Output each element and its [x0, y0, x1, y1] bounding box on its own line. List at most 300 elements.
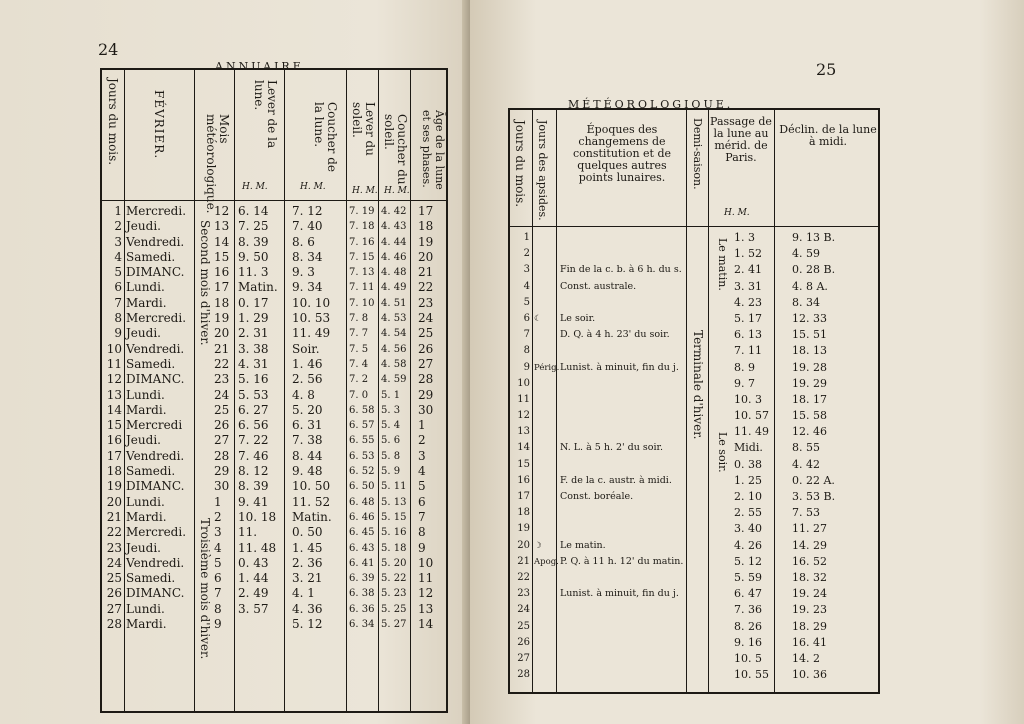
- header-coucher-lune: Coucher de la lune.: [312, 102, 339, 173]
- day-cell: 22: [517, 571, 530, 583]
- declin-cell: 14. 29: [792, 538, 827, 552]
- declin-cell: 12. 33: [792, 311, 827, 325]
- meteo-day-cell: 5: [214, 555, 222, 570]
- left-page-number: 24: [98, 40, 119, 59]
- day-cell: 19: [517, 523, 530, 535]
- day-cell: 25: [517, 620, 530, 632]
- epoque-cell: P. Q. à 11 h. 12' du matin.: [560, 555, 684, 567]
- weekday-cell: Samedi.: [126, 356, 176, 371]
- epoque-cell: Const. australe.: [560, 280, 637, 292]
- lever-lune-cell: 11.: [238, 525, 258, 540]
- declin-cell: 14. 2: [792, 651, 820, 665]
- weekday-cell: Mardi.: [126, 617, 167, 632]
- epoque-cell: [560, 635, 684, 651]
- apsides-cell: ☽: [534, 540, 542, 551]
- coucher-lune-cell: 9. 48: [292, 464, 323, 479]
- passage-cell: 10. 55: [734, 668, 769, 682]
- col-divider: [774, 110, 775, 692]
- weekday-cell: DIMANC.: [126, 372, 185, 387]
- coucher-lune-cell: 4. 8: [292, 387, 315, 402]
- col-divider: [124, 70, 125, 711]
- second-mois-note: Second mois d'hiver.: [198, 220, 212, 346]
- day-cell: 18: [517, 507, 530, 519]
- left-running-head: ANNUAIRE: [215, 60, 304, 73]
- le-matin-note: Le matin.: [716, 238, 729, 291]
- lever-lune-cell: 5. 53: [238, 387, 269, 402]
- declin-cell: 18. 13: [792, 344, 827, 358]
- lever-soleil-cell: 6. 52: [349, 466, 375, 478]
- lever-lune-cell: 9. 50: [238, 249, 269, 264]
- lever-soleil-cell: 6. 58: [349, 404, 375, 416]
- days-column-right: [512, 230, 530, 683]
- meteo-day-cell: 26: [214, 418, 230, 433]
- declin-cell: 4. 42: [792, 457, 820, 471]
- header-jours-right: Jours du mois.: [513, 120, 527, 208]
- age-lune-cell: 12: [418, 586, 434, 601]
- day-cell: 11: [106, 356, 122, 371]
- day-cell: 12: [517, 410, 530, 422]
- apsides-cell: Périg.: [534, 362, 560, 373]
- coucher-lune-column: [292, 204, 332, 632]
- coucher-soleil-cell: 5. 27: [381, 619, 407, 631]
- coucher-lune-cell: 8. 6: [292, 234, 315, 249]
- day-cell: 6: [114, 280, 122, 295]
- declin-cell: 19. 23: [792, 603, 827, 617]
- age-lune-cell: 26: [418, 341, 434, 356]
- lever-lune-cell: 7. 46: [238, 448, 269, 463]
- lever-soleil-cell: 6. 45: [349, 527, 375, 539]
- day-cell: 24: [106, 555, 122, 570]
- lever-lune-cell: 6. 27: [238, 402, 269, 417]
- coucher-soleil-cell: 5. 22: [381, 573, 407, 585]
- coucher-lune-cell: 8. 34: [292, 249, 323, 264]
- coucher-lune-cell: 1. 45: [292, 540, 323, 555]
- day-cell: 25: [106, 571, 122, 586]
- header-declin: Déclin. de la lune à midi.: [779, 123, 877, 148]
- declin-cell: 19. 29: [792, 376, 827, 390]
- weekday-cell: Mardi.: [126, 402, 167, 417]
- coucher-soleil-cell: 5. 1: [381, 389, 401, 401]
- hm-passage: H. M.: [724, 208, 750, 218]
- lever-lune-cell: 0. 17: [238, 295, 269, 310]
- header-rule: [102, 200, 446, 201]
- epoques-column: [560, 230, 684, 683]
- apsides-cell: [534, 586, 559, 602]
- hm-coucher-lune: H. M.: [300, 182, 326, 192]
- lever-soleil-cell: 7. 5: [349, 343, 369, 355]
- epoque-cell: [560, 505, 684, 521]
- coucher-lune-cell: 7. 38: [292, 433, 323, 448]
- apsides-cell: [534, 424, 559, 440]
- meteo-day-cell: 30: [214, 479, 230, 494]
- day-cell: 15: [106, 418, 122, 433]
- apsides-cell: [534, 343, 559, 359]
- coucher-lune-cell: 4. 36: [292, 601, 323, 616]
- right-running-head: MÉTÉOROLOGIQUE.: [568, 98, 734, 111]
- weekday-cell: Lundi.: [126, 387, 165, 402]
- left-page: [0, 0, 470, 724]
- apsides-cell: [534, 392, 559, 408]
- day-cell: 1: [523, 232, 530, 243]
- apsides-cell: [534, 279, 559, 295]
- passage-cell: 3. 40: [734, 522, 762, 536]
- meteo-day-cell: 16: [214, 265, 230, 280]
- weekday-cell: Samedi.: [126, 571, 176, 586]
- declin-cell: 18. 17: [792, 392, 827, 406]
- day-cell: 13: [106, 387, 122, 402]
- lever-lune-cell: [238, 617, 278, 632]
- epoque-cell: Const. boréale.: [560, 491, 634, 502]
- coucher-soleil-cell: 4. 59: [381, 374, 407, 386]
- apsides-cell: [534, 667, 559, 683]
- coucher-lune-cell: 0. 50: [292, 525, 323, 540]
- epoque-cell: [560, 246, 684, 262]
- coucher-lune-cell: 1. 46: [292, 356, 323, 371]
- col-divider: [532, 110, 533, 692]
- age-lune-cell: 17: [418, 204, 434, 218]
- age-lune-cell: 13: [418, 601, 434, 616]
- weekday-column: [126, 204, 186, 632]
- passage-cell: 8. 26: [734, 619, 762, 633]
- day-cell: 24: [517, 604, 530, 616]
- day-cell: 9: [114, 326, 122, 341]
- day-cell: 15: [517, 458, 530, 470]
- declin-column: [792, 230, 835, 683]
- passage-cell: Midi.: [734, 441, 763, 455]
- weekday-cell: Lundi.: [126, 494, 165, 509]
- age-lune-cell: 14: [418, 617, 434, 632]
- passage-column: [734, 230, 769, 683]
- weekday-cell: Lundi.: [126, 601, 165, 616]
- day-cell: 1: [114, 204, 122, 218]
- day-cell: 3: [114, 234, 122, 249]
- apsides-cell: [534, 408, 559, 424]
- apsides-cell: [534, 521, 559, 537]
- age-lune-cell: 8: [418, 525, 426, 540]
- weekday-cell: DIMANC.: [126, 586, 185, 601]
- epoque-cell: Le soir.: [560, 312, 596, 324]
- day-cell: 19: [106, 479, 122, 494]
- coucher-soleil-cell: 4. 46: [381, 251, 407, 263]
- lever-soleil-cell: 6. 46: [349, 511, 375, 523]
- epoque-cell: [560, 408, 684, 424]
- day-cell: 6: [523, 312, 530, 324]
- passage-cell: 11. 49: [734, 425, 769, 439]
- coucher-soleil-cell: 4. 54: [381, 328, 407, 340]
- lever-lune-cell: 7. 25: [238, 219, 269, 234]
- declin-cell: 3. 53 B.: [792, 490, 836, 503]
- lever-lune-cell: 8. 39: [238, 479, 269, 494]
- col-divider: [284, 70, 285, 711]
- col-divider: [378, 70, 379, 711]
- epoque-cell: [560, 424, 684, 440]
- coucher-lune-cell: 11. 49: [292, 326, 331, 341]
- day-cell: 17: [517, 491, 530, 502]
- declin-cell: 4. 59: [792, 247, 820, 261]
- day-cell: 21: [106, 509, 122, 524]
- lever-lune-cell: 0. 43: [238, 555, 269, 570]
- passage-cell: 5. 17: [734, 311, 762, 325]
- coucher-soleil-cell: 4. 44: [381, 236, 407, 248]
- meteo-day-cell: 19: [214, 311, 230, 326]
- weekday-cell: Mercredi: [126, 418, 183, 433]
- apsides-cell: [534, 651, 559, 667]
- passage-cell: 6. 13: [734, 328, 762, 342]
- coucher-lune-cell: 2. 56: [292, 372, 323, 387]
- passage-cell: 9. 16: [734, 635, 762, 649]
- lever-soleil-cell: 6. 36: [349, 603, 375, 615]
- header-apsides: Jours des apsides.: [536, 120, 549, 221]
- right-page: [470, 0, 1024, 724]
- day-cell: 8: [114, 311, 122, 326]
- coucher-lune-cell: 8. 44: [292, 448, 323, 463]
- age-lune-cell: 1: [418, 418, 426, 433]
- weekday-cell: Mardi.: [126, 295, 167, 310]
- lever-soleil-cell: 7. 0: [349, 389, 369, 401]
- passage-cell: 2. 55: [734, 506, 762, 520]
- day-cell: 28: [517, 669, 530, 681]
- meteo-day-cell: 18: [214, 295, 230, 310]
- weekday-cell: Vendredi.: [126, 555, 185, 570]
- lever-lune-cell: 3. 38: [238, 341, 269, 356]
- day-cell: 27: [106, 601, 122, 616]
- col-divider: [234, 70, 235, 711]
- age-lune-cell: 18: [418, 219, 434, 234]
- day-cell: 3: [523, 264, 530, 276]
- passage-cell: 7. 11: [734, 344, 762, 358]
- lever-lune-cell: 6. 14: [238, 204, 269, 218]
- coucher-soleil-cell: 5. 20: [381, 557, 407, 569]
- day-cell: 10: [106, 341, 122, 356]
- epoque-cell: D. Q. à 4 h. 23' du soir.: [560, 329, 670, 341]
- declin-cell: 16. 52: [792, 554, 827, 568]
- meteo-day-cell: 23: [214, 372, 230, 387]
- coucher-lune-cell: 9. 34: [292, 280, 323, 295]
- lever-lune-cell: 2. 31: [238, 326, 269, 341]
- age-lune-cell: 2: [418, 433, 426, 448]
- meteo-day-cell: 20: [214, 326, 230, 341]
- lever-lune-cell: 10. 18: [238, 509, 277, 524]
- lever-soleil-cell: 6. 34: [349, 619, 375, 631]
- epoque-cell: Lunist. à minuit, fin du j.: [560, 588, 679, 600]
- meteo-day-cell: 28: [214, 448, 230, 463]
- lever-soleil-cell: 7. 4: [349, 358, 369, 370]
- weekday-cell: Jeudi.: [126, 540, 161, 555]
- coucher-lune-cell: 4. 1: [292, 586, 315, 601]
- weekday-cell: DIMANC.: [126, 479, 185, 494]
- weekday-cell: Mardi.: [126, 509, 167, 524]
- coucher-soleil-cell: 5. 25: [381, 603, 407, 615]
- meteo-day-cell: 4: [214, 540, 222, 555]
- day-cell: 7: [114, 295, 122, 310]
- weekday-cell: Lundi.: [126, 280, 165, 295]
- coucher-soleil-cell: 4. 53: [381, 313, 407, 325]
- apsides-cell: [534, 327, 559, 343]
- epoque-cell: [560, 376, 684, 392]
- declin-cell: 15. 51: [792, 328, 827, 342]
- weekday-cell: Jeudi.: [126, 433, 161, 448]
- epoque-cell: [560, 457, 684, 473]
- passage-cell: 1. 52: [734, 247, 762, 261]
- lever-lune-cell: 8. 39: [238, 234, 269, 249]
- passage-cell: 4. 26: [734, 538, 762, 552]
- weekday-cell: Mercredi.: [126, 311, 187, 326]
- coucher-lune-cell: 10. 10: [292, 295, 331, 310]
- coucher-soleil-cell: 5. 11: [381, 481, 407, 493]
- apsides-cell: [534, 457, 559, 473]
- terminale-hiver-note: Terminale d'hiver.: [691, 330, 705, 440]
- epoque-cell: [560, 651, 684, 667]
- epoque-cell: [560, 343, 684, 359]
- lever-lune-cell: 5. 16: [238, 372, 269, 387]
- coucher-lune-cell: 7. 12: [292, 204, 323, 218]
- coucher-soleil-cell: 5. 4: [381, 420, 401, 432]
- lever-soleil-cell: 7. 7: [349, 328, 369, 340]
- coucher-soleil-cell: 5. 18: [381, 542, 407, 554]
- weekday-cell: Samedi.: [126, 464, 176, 479]
- day-cell: 28: [106, 617, 122, 632]
- lever-soleil-cell: 6. 57: [349, 420, 375, 432]
- age-lune-cell: 21: [418, 265, 434, 280]
- coucher-lune-cell: 11. 52: [292, 494, 331, 509]
- passage-cell: 7. 36: [734, 603, 762, 617]
- weekday-cell: DIMANC.: [126, 265, 185, 280]
- weekday-cell: Mercredi.: [126, 204, 187, 218]
- day-cell: 13: [517, 426, 530, 438]
- coucher-soleil-cell: 5. 6: [381, 435, 401, 447]
- meteo-day-cell: 1: [214, 494, 222, 509]
- coucher-soleil-cell: 4. 49: [381, 282, 407, 294]
- coucher-soleil-cell: 5. 9: [381, 466, 401, 478]
- weekday-cell: Jeudi.: [126, 326, 161, 341]
- meteo-day-cell: 15: [214, 249, 230, 264]
- lever-soleil-cell: 7. 15: [349, 251, 375, 263]
- lever-lune-cell: 11. 3: [238, 265, 269, 280]
- age-lune-cell: 5: [418, 479, 426, 494]
- lever-lune-cell: 11. 48: [238, 540, 277, 555]
- lever-soleil-cell: 6. 41: [349, 557, 375, 569]
- days-column: [104, 204, 122, 632]
- coucher-lune-cell: 3. 21: [292, 571, 323, 586]
- header-lever-lune: Lever de la lune.: [252, 80, 279, 149]
- meteo-day-cell: 12: [214, 204, 230, 218]
- declin-cell: 10. 36: [792, 668, 827, 682]
- day-cell: 10: [517, 377, 530, 389]
- apsides-column: [534, 230, 559, 683]
- epoque-cell: Fin de la c. b. à 6 h. du s.: [560, 264, 682, 276]
- coucher-lune-cell: 2. 36: [292, 555, 323, 570]
- declin-cell: 19. 28: [792, 360, 827, 374]
- day-cell: 17: [106, 448, 122, 463]
- day-cell: 4: [114, 249, 122, 264]
- weekday-cell: Vendredi.: [126, 234, 185, 249]
- lever-lune-cell: 7. 22: [238, 433, 269, 448]
- coucher-lune-cell: 5. 12: [292, 617, 323, 632]
- hm-lever-lune: H. M.: [242, 182, 268, 192]
- day-cell: 9: [523, 361, 530, 373]
- coucher-soleil-cell: 5. 3: [381, 404, 401, 416]
- age-lune-cell: 24: [418, 311, 434, 326]
- coucher-lune-cell: Matin.: [292, 509, 332, 524]
- header-coucher-soleil: Coucher du soleil.: [382, 114, 409, 185]
- epoque-cell: [560, 230, 684, 246]
- lever-soleil-cell: 6. 55: [349, 435, 375, 447]
- age-lune-cell: 6: [418, 494, 426, 509]
- lever-soleil-cell: 7. 11: [349, 282, 375, 294]
- passage-cell: 4. 23: [734, 295, 762, 309]
- epoque-cell: [560, 521, 684, 537]
- apsides-cell: [534, 635, 559, 651]
- day-cell: 27: [517, 652, 530, 664]
- meteo-day-cell: 13: [214, 219, 230, 234]
- day-cell: 20: [517, 539, 530, 551]
- coucher-soleil-cell: 5. 23: [381, 588, 407, 600]
- lever-soleil-cell: 7. 8: [349, 313, 369, 325]
- epoque-cell: [560, 392, 684, 408]
- weekday-cell: Vendredi.: [126, 448, 185, 463]
- passage-cell: 10. 57: [734, 409, 769, 423]
- header-rule: [510, 226, 878, 227]
- passage-cell: 3. 31: [734, 279, 762, 293]
- lever-soleil-cell: 6. 53: [349, 450, 375, 462]
- weekday-cell: Vendredi.: [126, 341, 185, 356]
- meteo-day-cell: 24: [214, 387, 230, 402]
- header-passage: Passage de la lune au mérid. de Paris.: [710, 115, 772, 164]
- meteo-day-cell: 9: [214, 617, 222, 632]
- coucher-soleil-cell: 5. 16: [381, 527, 407, 539]
- declin-cell: 18. 29: [792, 619, 827, 633]
- coucher-soleil-cell: 4. 48: [381, 267, 407, 279]
- apsides-cell: [534, 473, 559, 489]
- coucher-soleil-cell: 4. 51: [381, 297, 407, 309]
- meteo-day-cell: 7: [214, 586, 222, 601]
- troisieme-mois-note: Troisième mois d'hiver.: [198, 518, 212, 660]
- weekday-cell: Mercredi.: [126, 525, 187, 540]
- passage-cell: 1. 3: [734, 231, 755, 244]
- meteo-day-cell: 27: [214, 433, 230, 448]
- day-cell: 16: [517, 474, 530, 486]
- day-cell: 21: [517, 555, 530, 567]
- epoque-cell: [560, 570, 684, 586]
- day-cell: 4: [523, 280, 530, 292]
- lever-soleil-cell: 7. 10: [349, 297, 375, 309]
- lever-soleil-cell: 7. 19: [349, 206, 375, 217]
- lever-soleil-column: [349, 204, 374, 632]
- passage-cell: 8. 9: [734, 360, 755, 374]
- passage-cell: 6. 47: [734, 587, 762, 601]
- coucher-soleil-cell: 5. 15: [381, 511, 407, 523]
- declin-cell: 11. 27: [792, 522, 827, 536]
- meteo-day-cell: 6: [214, 571, 222, 586]
- epoque-cell: Lunist. à minuit, fin du j.: [560, 361, 679, 373]
- lever-lune-cell: 1. 29: [238, 311, 269, 326]
- apsides-cell: [534, 570, 559, 586]
- day-cell: 22: [106, 525, 122, 540]
- apsides-cell: [534, 440, 559, 456]
- passage-cell: 2. 41: [734, 263, 762, 277]
- day-cell: 14: [517, 442, 530, 454]
- apsides-cell: [534, 505, 559, 521]
- coucher-soleil-cell: 4. 43: [381, 221, 407, 233]
- lever-soleil-cell: 6. 39: [349, 573, 375, 585]
- header-mois-meteo: Mois météorologique.: [204, 114, 231, 214]
- day-cell: 2: [114, 219, 122, 234]
- meteo-day-cell: 21: [214, 341, 230, 356]
- apsides-cell: [534, 619, 559, 635]
- declin-cell: 4. 8 A.: [792, 279, 828, 293]
- right-table-frame: [508, 108, 880, 694]
- age-lune-cell: 7: [418, 509, 426, 524]
